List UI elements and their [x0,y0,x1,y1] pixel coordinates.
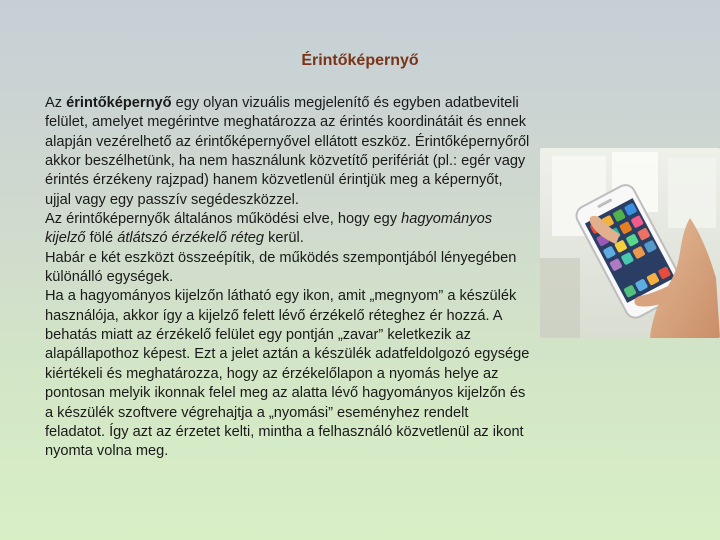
term-italic: átlátszó érzékelő réteg [117,230,265,247]
paragraph-text: kerül. [264,230,304,247]
paragraph-principle [45,210,530,249]
slide-body [45,94,530,462]
term-italic: hagyományos kijelző [45,211,493,247]
paragraph-operation: Ha a hagyományos kijelzőn látható egy ikon, amit „megnyom” a készülék használója, akkor így a kijelző felett lévő érzékelő réteghez ér hozzá. A behatás miatt az érzékelő felület egy pontján „zavar” keletkezik az alapállapothoz képest. Ezt a jelet aztán a készülék adatfeldolgozó egysége kiértékeli és meghatározza, hogy az érzékelőlapon a nyomás helye az pontosan melyik ikonnak felel meg az alatta lévő hagyományos kijelzőn és a készülék szoftvere végrehajtja a „nyomási” eseményhez rendelt feladatot. Így azt az érzetet kelti, mintha a felhasználó közvetlenül az ikont nyomta volna meg. [45,288,530,460]
slide-title: Érintőképernyő [301,52,419,69]
paragraph-text: egy olyan vizuális megjelenítő és egyben adatbeviteli felület, amelyet megérintve meghatározza az érintés koordinátáit és ennek alapján vezérelhető az érintőképernyővel ellátott eszköz. Érintőképernyőről akkor beszélhetünk, ha nem használunk közvetítő perifériát (pl.: egér vagy érintés érzékeny rajzpad) hanem közvetlenül érintjük meg a képernyőt, ujjal vagy egy passzív segédeszközzel. [45,95,530,208]
term-bold: érintőképernyő [66,95,172,111]
smartphone-in-hand-photo [540,148,720,338]
paragraph-separate-units: Habár e két eszközt összeépítik, de működés szempontjából lényegében különálló egységek. [45,249,517,286]
paragraph-text: Az [45,95,67,111]
paragraph-definition [45,94,530,210]
paragraph-text: Az érintőképernyők általános működési elve, hogy egy [45,211,402,228]
paragraph-text: fölé [85,230,118,247]
